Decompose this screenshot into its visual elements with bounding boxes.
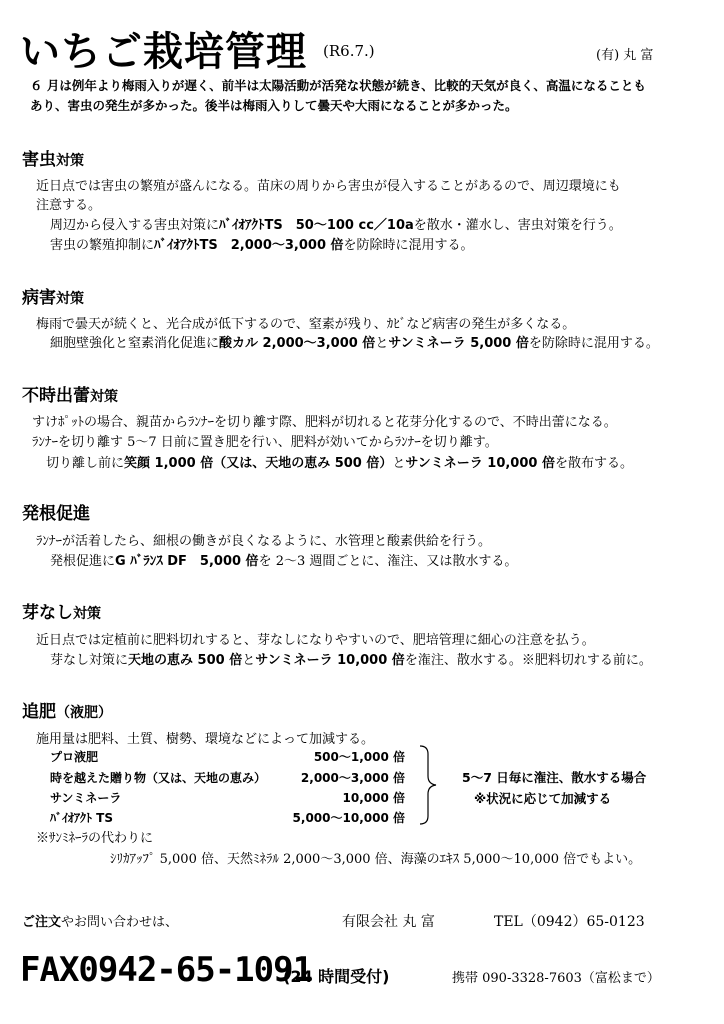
bud-heading-main: 芽なし [22,603,73,623]
bolting-line-3 [46,452,633,471]
product-rate: 10,000 倍 [342,791,405,805]
bud-line-2-product-1: 天地の恵み 500 倍 [128,653,243,668]
order-label: ご注文 [22,915,62,930]
bud-line-2-mid: と [242,653,256,668]
pest-line-4-product: ﾊﾞｲｵｱｸﾄTS 2,000～3,000 倍 [154,238,344,253]
intro-line-2: あり、害虫の発生が多かった。後半は梅雨入りして曇天や大雨になることが多かった。 [30,98,518,113]
pest-line-3-pre: 周辺から侵入する害虫対策に [50,218,220,233]
bolting-line-3-post: を散布する。 [554,456,633,471]
issue-date: (R6.7.) [323,42,375,60]
product-rate: 500～1,000 倍 [313,750,405,764]
mobile-number: 携帯 090-3328-7603（富松まで） [452,971,660,986]
topdress-note-2: ｼﾘｶｱｯﾌﾟ 5,000 倍、天然ﾐﾈﾗﾙ 2,000～3,000 倍、海藻のｴｷｽ 5,000～10,000 倍でもよい。 [110,852,642,867]
rooting-line-2 [50,550,517,569]
product-name: サンミネーラ [50,791,122,805]
product-rate: 5,000～10,000 倍 [292,811,405,825]
topdress-heading-main: 追肥 [22,702,56,722]
pest-line-3-post: を散水・灌水し、害虫対策を行う。 [413,218,622,233]
topdress-adjust-note: ※状況に応じて加減する [474,791,612,806]
intro-line-1: ６ 月は例年より梅雨入りが遅く、前半は太陽活動が活発な状態が続き、比較的天気が良く、高温になることも [30,78,646,93]
disease-heading-suffix: 対策 [56,291,84,307]
bud-line-2-post: を潅注、散水する。※肥料切れする前に。 [404,653,652,668]
product-name: プロ液肥 [50,750,99,764]
pest-heading-suffix: 対策 [56,153,84,169]
disease-line-2-pre: 細胞壁強化と窒素消化促進に [50,336,220,351]
bud-heading [22,598,101,623]
bud-line-2-pre: 芽なし対策に [50,653,129,668]
bolting-line-3-pre: 切り離し前に [46,456,125,471]
rooting-line-2-pre: 発根促進に [50,554,116,569]
order-rest: やお問い合わせは、 [61,915,179,930]
bud-line-1: 近日点では定植前に肥料切れすると、芽なしになりやすいので、肥培管理に細心の注意を払う。 [36,633,595,648]
bolting-line-2: ﾗﾝﾅｰを切り離す 5～7 日前に置き肥を行い、肥料が効いてからﾗﾝﾅｰを切り離す。 [32,435,498,450]
bolting-line-3-mid: と [392,456,406,471]
bolting-line-3-product-2: サンミネーラ 10,000 倍 [405,456,555,471]
product-name: ﾊﾞｲｵｱｸﾄ TS [50,811,114,825]
fax-hours: (24 時間受付) [283,967,390,986]
topdress-note-1: ※ｻﾝﾐﾈｰﾗの代わりに [36,831,154,846]
bolting-heading [22,381,118,406]
pest-line-2: 注意する。 [36,198,102,213]
fax-number: FAX0942-65-1091 [20,950,313,990]
pest-line-1: 近日点では害虫の繁殖が盛んになる。苗床の周りから害虫が侵入することがあるので、周辺環境にも [36,179,621,194]
page-title: いちご栽培管理 [20,29,307,75]
product-rate: 2,000～3,000 倍 [300,771,405,785]
product-name: 時を越えた贈り物（又は、天地の恵み） [50,771,267,785]
footer-company: 有限会社 丸 富 [342,914,435,930]
topdress-heading [22,697,112,722]
order-line [22,911,178,930]
disease-line-2-product-1: 酸カル 2,000～3,000 倍 [219,336,376,351]
pest-line-3-product: ﾊﾞｲｵｱｸﾄTS 50～100 cc／10a [219,218,414,233]
disease-line-2-product-2: サンミネーラ 5,000 倍 [388,336,529,351]
footer-tel: TEL（0942）65-0123 [494,914,645,930]
rooting-heading: 発根促進 [22,504,90,524]
pest-line-4-pre: 害虫の繁殖抑制に [50,238,155,253]
bud-line-2-product-2: サンミネーラ 10,000 倍 [255,653,405,668]
company-name-header: (有) 丸 富 [596,48,654,63]
disease-heading-main: 病害 [22,288,56,308]
topdress-heading-suffix: （液肥） [56,705,112,721]
pest-line-4 [50,234,474,253]
pest-heading-main: 害虫 [22,150,56,170]
disease-line-2 [50,332,659,351]
pest-heading [22,145,84,170]
pest-line-3 [50,214,622,233]
bolting-line-3-product-1: 笑顔 1,000 倍（又は、天地の恵み 500 倍） [124,456,393,471]
curly-bracket [418,744,440,826]
disease-heading [22,283,84,308]
bolting-line-1: すけﾎﾟｯﾄの場合、親苗からﾗﾝﾅｰを切り離す際、肥料が切れると花芽分化するので、不時出蕾になる。 [32,415,617,430]
disease-line-2-mid: と [375,336,389,351]
pest-line-4-post: を防除時に混用する。 [343,238,474,253]
disease-line-1: 梅雨で曇天が続くと、光合成が低下するので、窒素が残り、ｶﾋﾞなど病害の発生が多くなる。 [36,317,576,332]
disease-line-2-post: を防除時に混用する。 [528,336,659,351]
bud-line-2 [50,649,652,668]
topdress-line-1: 施用量は肥料、土質、樹勢、環境などによって加減する。 [36,732,375,747]
rooting-line-2-product: G ﾊﾞﾗﾝｽ DF 5,000 倍 [115,554,259,569]
rooting-line-1: ﾗﾝﾅｰが活着したら、細根の働きが良くなるように、水管理と酸素供給を行う。 [36,534,492,549]
bolting-heading-suffix: 対策 [90,389,118,405]
topdress-condition: 5～7 日毎に潅注、散水する場合 [462,770,647,785]
rooting-line-2-post: を 2～3 週間ごとに、潅注、又は散水する。 [258,554,518,569]
bud-heading-suffix: 対策 [73,606,101,622]
bolting-heading-main: 不時出蕾 [22,386,90,406]
